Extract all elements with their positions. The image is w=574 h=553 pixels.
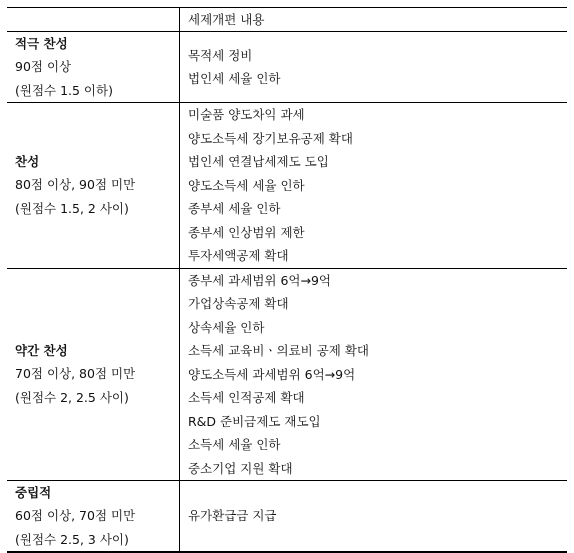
items-cell — [180, 481, 568, 553]
group-row-neutral — [7, 481, 567, 553]
list-item: 소득세 인적공제 확대 — [188, 390, 305, 405]
items-cell — [180, 32, 568, 103]
category-score: 70점 이상, 80점 미만 — [15, 366, 136, 382]
category-cell — [7, 481, 180, 553]
group-row-slight-support — [7, 268, 567, 481]
tax-reform-table — [7, 7, 567, 553]
table-header-row — [7, 8, 567, 32]
group-row-support — [7, 103, 567, 269]
list-item: 종부세 인상범위 제한 — [188, 224, 305, 240]
category-raw-score: (원점수 1.5, 2 사이) — [15, 200, 129, 216]
list-item: 법인세 연결납세제도 도입 — [188, 154, 329, 169]
list-item: 목적세 정비 — [188, 47, 253, 63]
category-score: 60점 이상, 70점 미만 — [15, 508, 136, 523]
category-score: 80점 이상, 90점 미만 — [15, 177, 136, 193]
category-score: 90점 이상 — [15, 59, 72, 74]
header-left-cell — [7, 8, 180, 32]
category-cell — [7, 32, 180, 103]
list-item: 상속세율 인하 — [188, 319, 265, 335]
list-item: 투자세액공제 확대 — [188, 248, 289, 263]
category-raw-score: (원점수 2, 2.5 사이) — [15, 389, 129, 405]
items-cell — [180, 268, 568, 481]
category-raw-score: (원점수 1.5 이하) — [15, 82, 113, 98]
list-item: 소득세 교육비ㆍ의료비 공제 확대 — [188, 343, 369, 358]
category-raw-score: (원점수 2.5, 3 사이) — [15, 531, 129, 547]
list-item: 종부세 세율 인하 — [188, 201, 281, 216]
list-item: 가업상속공제 확대 — [188, 296, 289, 311]
category-cell — [7, 268, 180, 481]
group-row-strong-support — [7, 32, 567, 103]
category-cell — [7, 103, 180, 269]
list-item: 양도소득세 장기보유공제 확대 — [188, 130, 353, 146]
list-item: 유가환급금 지급 — [188, 508, 277, 524]
category-title: 적극 찬성 — [15, 36, 68, 51]
list-item: 법인세 세율 인하 — [188, 71, 281, 86]
list-item: 소득세 세율 인하 — [188, 437, 281, 452]
header-right-cell: 세제개편 내용 — [180, 8, 568, 32]
list-item: 미술품 양도차익 과세 — [188, 107, 305, 122]
list-item: 양도소득세 과세범위 6억→9억 — [188, 366, 356, 382]
list-item: 종부세 과세범위 6억→9억 — [188, 272, 332, 288]
items-cell — [180, 103, 568, 269]
category-title: 중립적 — [15, 485, 52, 500]
category-title: 찬성 — [15, 154, 40, 170]
category-title: 약간 찬성 — [15, 343, 68, 359]
list-item: R&D 준비금제도 재도입 — [188, 413, 321, 429]
list-item: 중소기업 지원 확대 — [188, 460, 293, 476]
list-item: 양도소득세 세율 인하 — [188, 177, 305, 193]
